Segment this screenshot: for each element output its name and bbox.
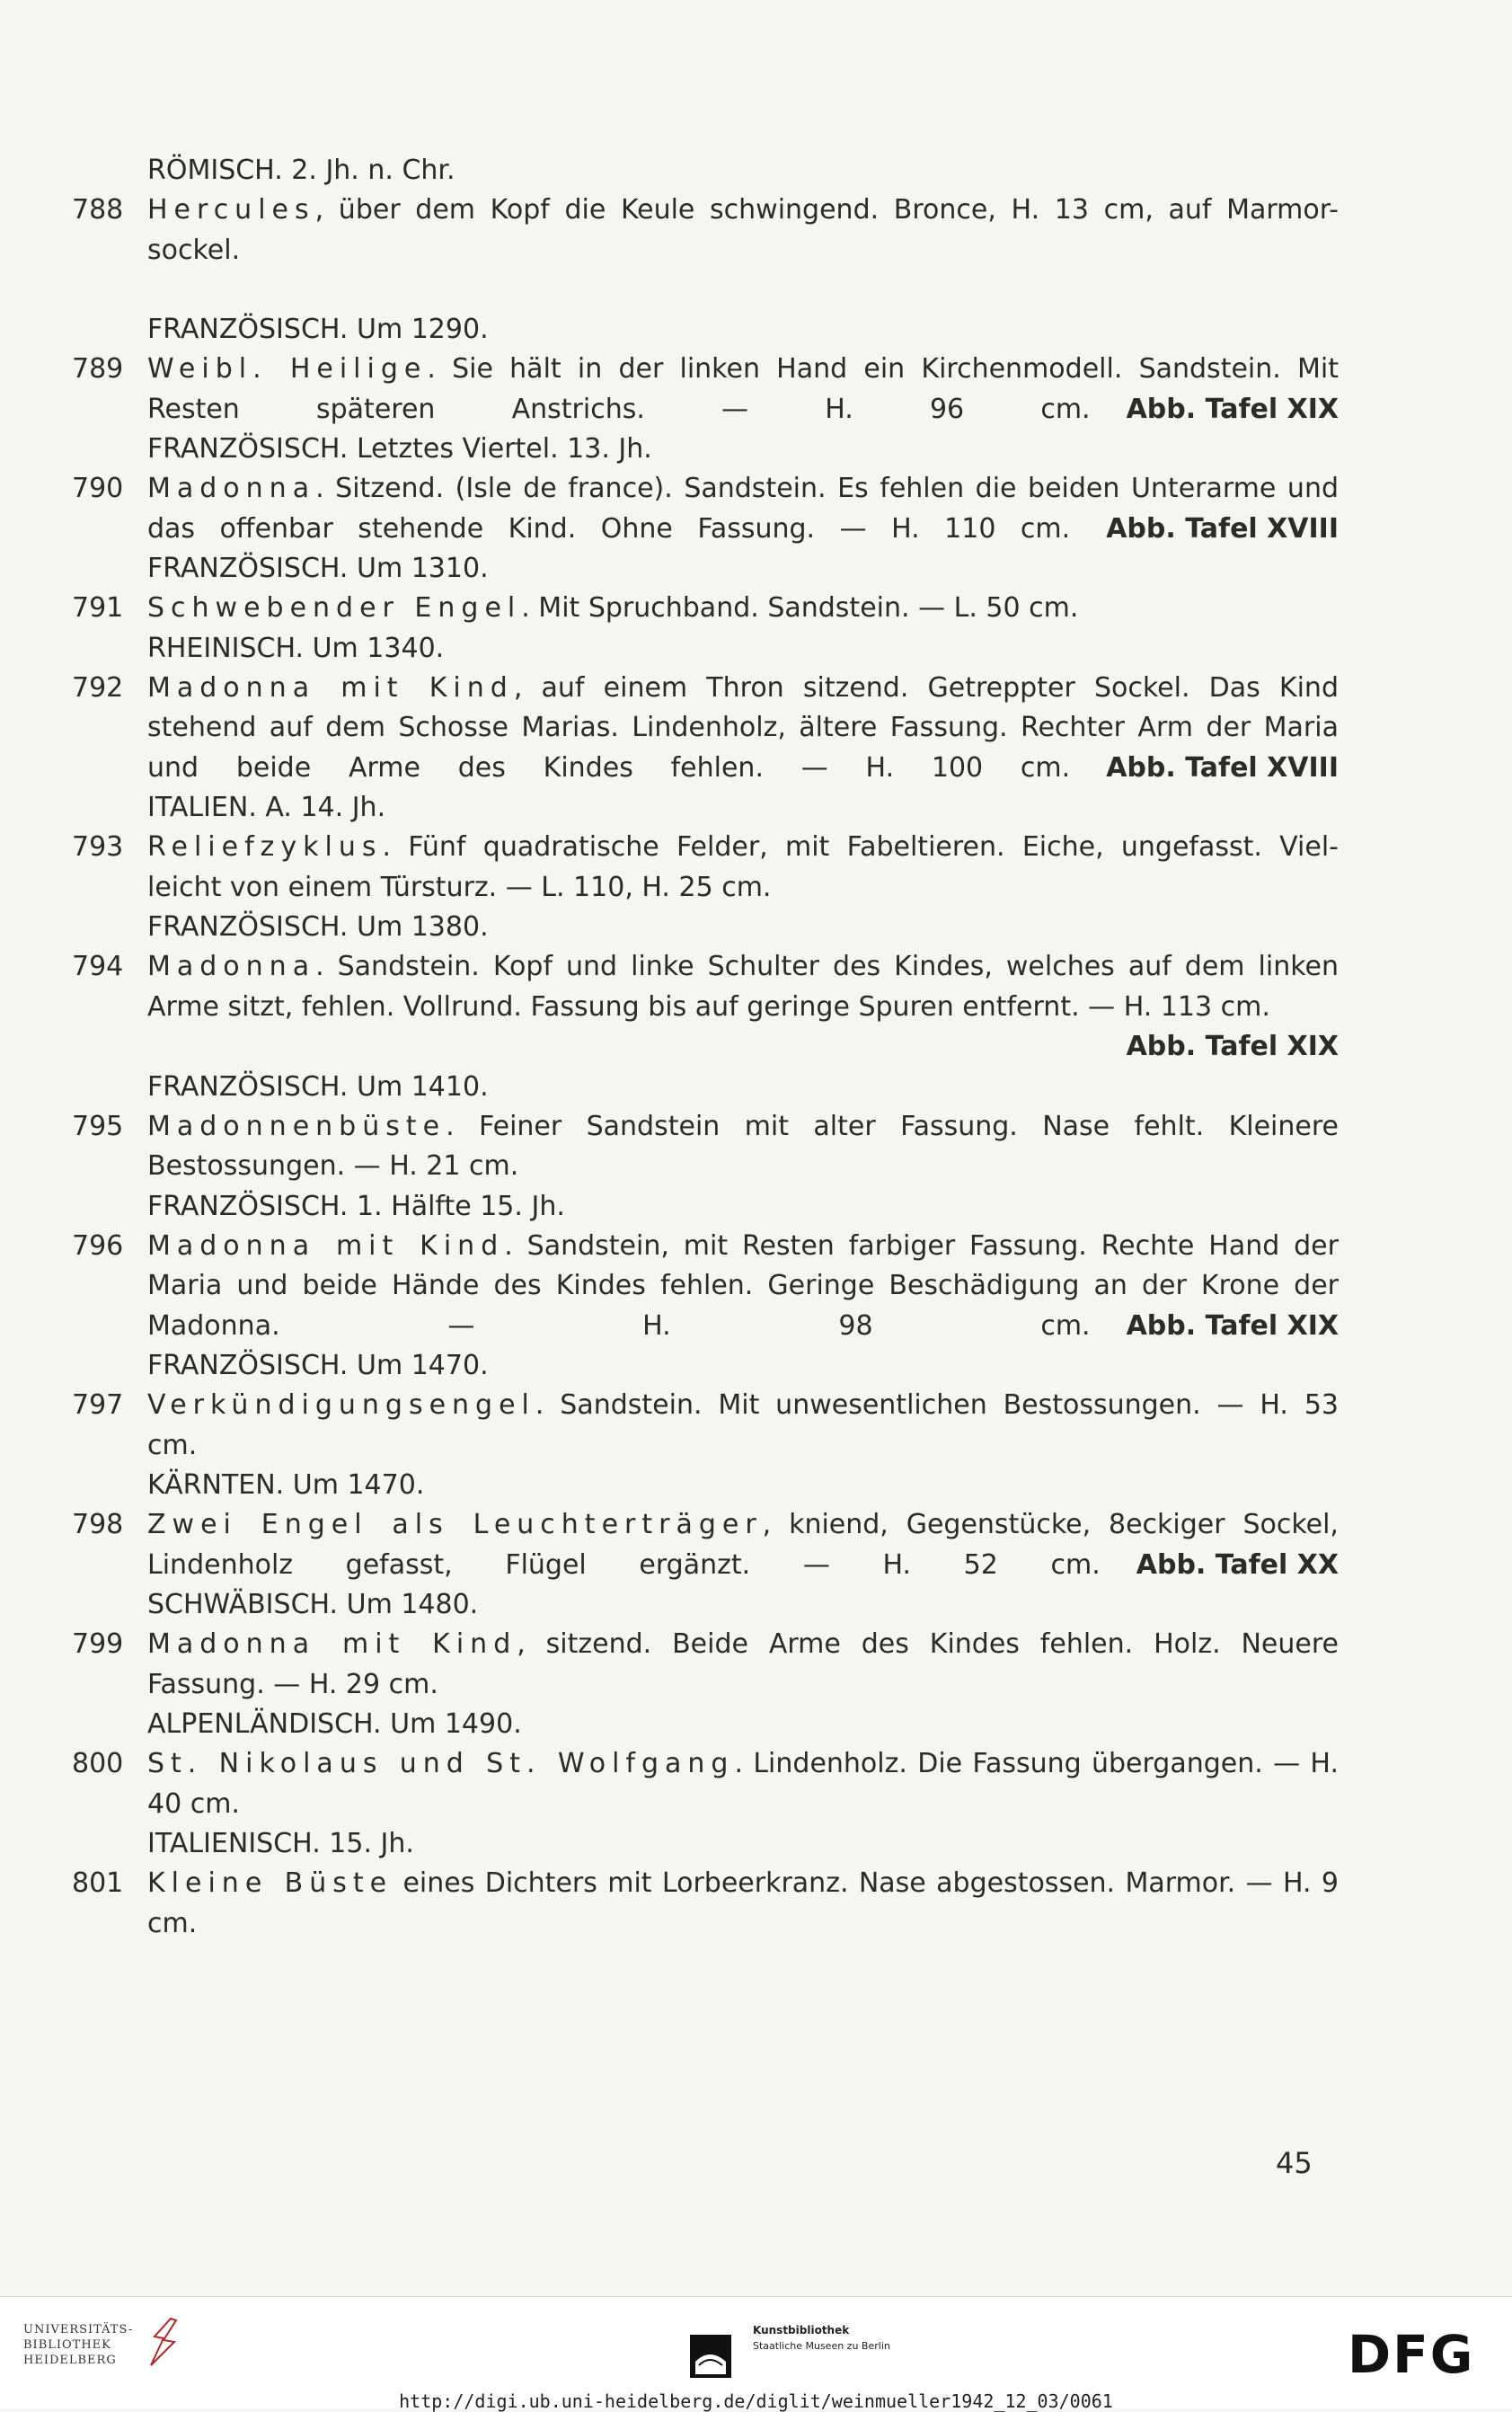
entry-heading: SCHWÄBISCH. Um 1480. <box>147 1589 479 1620</box>
entry-title: Madonna <box>147 473 316 504</box>
catalog-entry <box>72 1068 1339 1187</box>
entry-number: 788 <box>72 194 124 226</box>
entry-title: St. Nikolaus und St. Wolfgang <box>147 1748 735 1779</box>
kunstbibliothek-title: Kunstbibliothek <box>753 2324 850 2337</box>
university-emblem-icon <box>144 2315 183 2369</box>
entry-body <box>72 828 1339 908</box>
entry-body <box>72 350 1339 430</box>
entry-body <box>72 1864 1339 1944</box>
entry-heading: ITALIEN. A. 14. Jh. <box>147 792 386 823</box>
catalog-entry <box>72 1705 1339 1824</box>
entry-title: Schwebender Engel <box>147 592 522 624</box>
entry-number: 793 <box>72 831 124 863</box>
catalog-entry <box>72 1824 1339 1944</box>
uni-logo-line-3: HEIDELBERG <box>23 2354 117 2367</box>
entry-heading: FRANZÖSISCH. Um 1310. <box>147 553 489 584</box>
entry-body <box>72 1107 1339 1187</box>
entry-number: 796 <box>72 1229 124 1262</box>
catalog-entry <box>72 1346 1339 1466</box>
entry-body <box>72 669 1339 789</box>
uni-logo-line-1: UNIVERSITÄTS- <box>23 2323 134 2337</box>
university-library-logo[interactable] <box>23 2322 133 2368</box>
entry-title: Weibl. Heilige <box>147 353 428 385</box>
entry-description: . Sie hält in der linken Hand ein Kirchenmodell. Sandstein. Mit Resten späteren Anstrichs. — H. 96 cm. <box>147 353 1339 425</box>
entry-heading: FRANZÖSISCH. 1. Hälfte 15. Jh. <box>147 1190 565 1222</box>
catalog-entry <box>72 1585 1339 1705</box>
dfg-logo[interactable]: DFG <box>1348 2324 1475 2385</box>
entry-title: Madonna mit Kind <box>147 1628 517 1660</box>
entry-body <box>72 1505 1339 1585</box>
entry-title: Zwei Engel als Leuchterträger <box>147 1509 763 1540</box>
spacer <box>72 270 1339 310</box>
entry-number: 789 <box>72 353 124 385</box>
entry-heading: FRANZÖSISCH. Letztes Viertel. 13. Jh. <box>147 433 652 465</box>
catalog-entry <box>72 310 1339 430</box>
entry-description: . Fünf quadratische Felder, mit Fabeltieren. Eiche, ungefasst. Viel-leicht von einem Türsturz. — L. 110, H. 25 cm. <box>147 831 1339 903</box>
entry-number: 794 <box>72 951 124 982</box>
entry-number: 799 <box>72 1628 124 1660</box>
entry-number: 801 <box>72 1867 124 1899</box>
entry-description: . Feiner Sandstein mit alter Fassung. Nase fehlt. Kleinere Bestossungen. — H. 21 cm. <box>147 1110 1339 1182</box>
entry-description: . Lindenholz. Die Fassung übergangen. — H. 40 cm. <box>147 1748 1339 1820</box>
catalog-text-column <box>72 151 1339 1944</box>
plate-reference: Abb. Tafel XVIII <box>1106 512 1339 545</box>
catalog-entry <box>72 430 1339 549</box>
plate-reference: Abb. Tafel XIX <box>1126 1031 1339 1062</box>
catalog-entry <box>72 151 1339 270</box>
entry-heading: ALPENLÄNDISCH. Um 1490. <box>147 1708 522 1740</box>
uni-logo-line-2: BIBLIOTHEK <box>23 2338 111 2352</box>
plate-reference: Abb. Tafel XIX <box>1126 393 1339 425</box>
entry-description: . Sitzend. (Isle de france). Sandstein. Es fehlen die beiden Unterarme und das offenbar stehende Kind. Ohne Fassung. — H. 110 cm. <box>147 473 1339 545</box>
entry-description: . Mit Spruchband. Sandstein. — L. 50 cm. <box>521 592 1079 624</box>
kunstbibliothek-emblem-icon <box>690 2335 731 2378</box>
entry-number: 795 <box>72 1110 124 1142</box>
entry-heading: FRANZÖSISCH. Um 1470. <box>147 1350 489 1381</box>
entry-number: 792 <box>72 671 124 704</box>
entry-body <box>72 1227 1339 1347</box>
entry-body <box>72 469 1339 549</box>
entry-heading: FRANZÖSISCH. Um 1380. <box>147 911 489 943</box>
entry-title: Reliefzyklus <box>147 831 383 863</box>
plate-reference: Abb. Tafel XX <box>1136 1548 1339 1581</box>
entry-heading: RHEINISCH. Um 1340. <box>147 632 445 664</box>
entry-description: . Sandstein. Mit unwesentlichen Bestossungen. — H. 53 cm. <box>147 1389 1339 1461</box>
entry-title: Madonnenbüste <box>147 1110 447 1142</box>
catalog-entry <box>72 1466 1339 1585</box>
entry-description: , kniend, Gegenstücke, 8eckiger Sockel, Lindenholz gefasst, Flügel ergänzt. — H. 52 cm. <box>147 1509 1339 1581</box>
entry-description: . Sandstein. Kopf und linke Schulter des Kindes, welches auf dem linken Arme sitzt, fehlen. Vollrund. Fassung bis auf geringe Spuren entfernt. — H. 113 cm. <box>147 951 1339 1023</box>
entry-heading: RÖMISCH. 2. Jh. n. Chr. <box>147 155 455 186</box>
catalog-entry <box>72 1187 1339 1347</box>
plate-reference: Abb. Tafel XIX <box>1126 1309 1339 1342</box>
entry-description: , sitzend. Beide Arme des Kindes fehlen. Holz. Neuere Fassung. — H. 29 cm. <box>147 1628 1339 1700</box>
permalink-url[interactable]: http://digi.ub.uni-heidelberg.de/diglit/weinmueller1942_12_03/0061 <box>399 2390 1113 2412</box>
catalog-entry <box>72 908 1339 1068</box>
entry-title: Kleine Büste <box>147 1867 393 1899</box>
catalog-entry <box>72 549 1339 629</box>
entry-description: , über dem Kopf die Keule schwingend. Bronce, H. 13 cm, auf Marmor-sockel. <box>147 194 1339 266</box>
entry-body <box>72 1625 1339 1705</box>
entry-body <box>72 589 1339 629</box>
page-number: 45 <box>1276 2146 1313 2180</box>
entry-title: Madonna mit Kind <box>147 671 514 704</box>
entry-title: Hercules <box>147 194 315 226</box>
entry-body <box>72 1744 1339 1824</box>
entry-number: 798 <box>72 1509 124 1540</box>
entry-description: eines Dichters mit Lorbeerkranz. Nase abgestossen. Marmor. — H. 9 cm. <box>147 1867 1339 1939</box>
viewer-footer <box>0 2296 1512 2412</box>
entry-heading: FRANZÖSISCH. Um 1410. <box>147 1070 489 1103</box>
entry-body <box>72 191 1339 270</box>
catalog-entry <box>72 629 1339 789</box>
entry-description: , auf einem Thron sitzend. Getreppter Sockel. Das Kind stehend auf dem Schosse Marias. Lindenholz, ältere Fassung. Rechter Arm der Maria und beide Arme des Kindes fehlen. — H. 100 cm. <box>147 671 1339 784</box>
entry-heading: ITALIENISCH. 15. Jh. <box>147 1828 414 1859</box>
catalog-entry <box>72 788 1339 908</box>
entry-number: 791 <box>72 592 124 624</box>
entry-heading: KÄRNTEN. Um 1470. <box>147 1469 425 1501</box>
plate-reference: Abb. Tafel XVIII <box>1106 751 1339 784</box>
kunstbibliothek-subtitle: Staatliche Museen zu Berlin <box>753 2340 890 2352</box>
entry-description: . Sandstein, mit Resten farbiger Fassung. Rechte Hand der Maria und beide Hände des Kindes fehlen. Geringe Beschädigung an der Krone der Madonna. — H. 98 cm. <box>147 1229 1339 1342</box>
entry-number: 790 <box>72 473 124 504</box>
entry-number: 800 <box>72 1748 124 1779</box>
entry-title: Madonna mit Kind <box>147 1229 505 1262</box>
entry-title: Verkündigungsengel <box>147 1389 535 1421</box>
entry-body <box>72 1386 1339 1466</box>
entry-heading: FRANZÖSISCH. Um 1290. <box>147 314 489 345</box>
entry-number: 797 <box>72 1389 124 1421</box>
entry-title: Madonna <box>147 951 316 982</box>
entry-body <box>72 947 1339 1027</box>
